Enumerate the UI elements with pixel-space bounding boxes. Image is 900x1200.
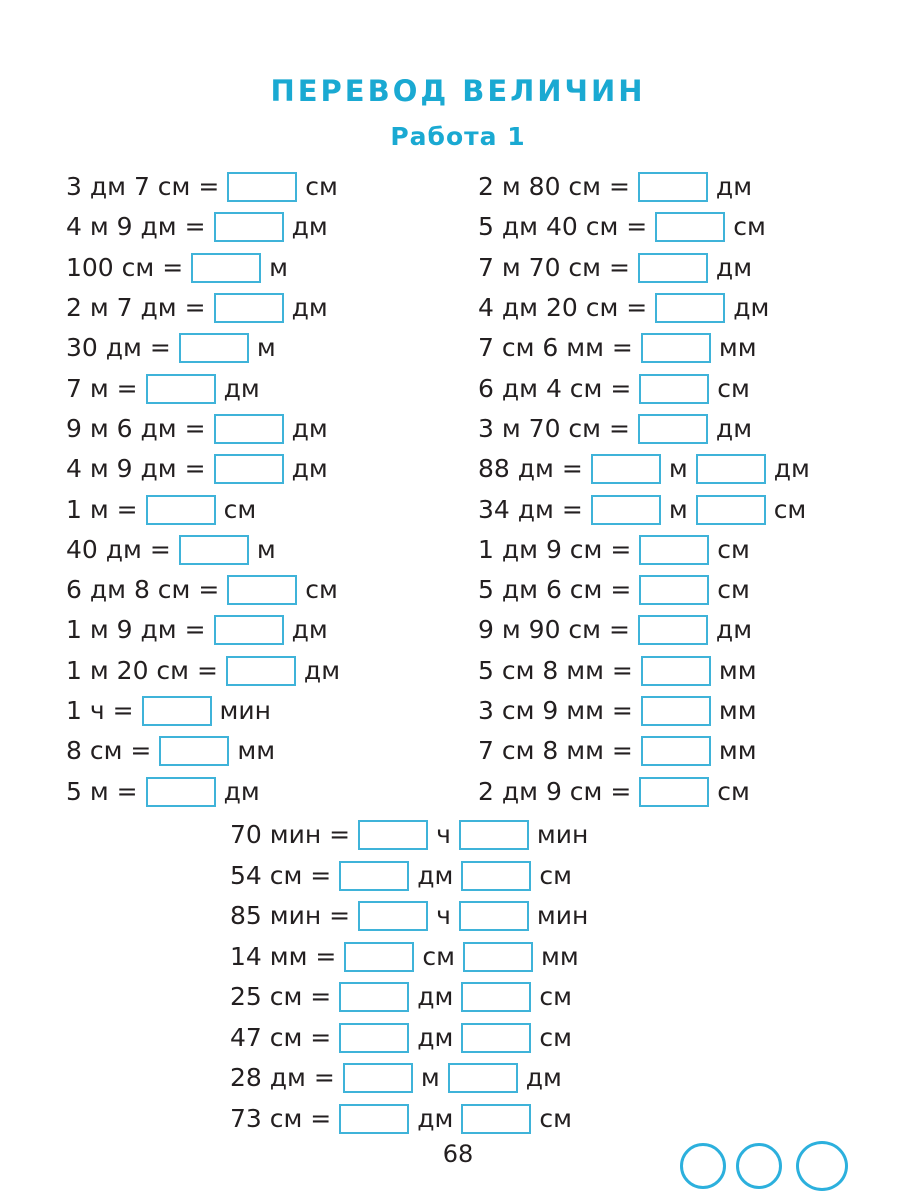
unit-label: дм (715, 172, 753, 202)
unit-label: см (717, 534, 750, 564)
exercise-row (230, 977, 710, 1018)
exercise-row (478, 489, 878, 529)
exercise-expression: 5 м = (66, 776, 138, 806)
answer-box[interactable] (461, 1023, 531, 1053)
answer-box[interactable] (459, 901, 529, 931)
unit-label: дм (223, 373, 260, 403)
answer-box[interactable] (146, 777, 216, 807)
decorative-circle (736, 1143, 782, 1189)
page-title: ПЕРЕВОД ВЕЛИЧИН (270, 74, 646, 108)
exercise-expression: 5 см 8 мм = (478, 655, 633, 685)
answer-box[interactable] (358, 901, 428, 931)
answer-box[interactable] (641, 736, 711, 766)
answer-box[interactable] (339, 861, 409, 891)
unit-label: мм (718, 696, 757, 725)
unit-label: дм (715, 615, 753, 645)
answer-box[interactable] (339, 1023, 409, 1053)
unit-label: м (668, 494, 688, 524)
exercise-row (478, 207, 878, 247)
unit-label: дм (715, 413, 753, 443)
unit-label: см (223, 494, 257, 524)
exercise-row (478, 368, 878, 408)
exercise-row (66, 328, 466, 368)
unit-label: дм (223, 776, 260, 806)
exercise-expression: 6 дм 4 см = (478, 373, 632, 403)
answer-box[interactable] (459, 820, 529, 850)
unit-label: дм (417, 1022, 454, 1052)
unit-label: мм (718, 736, 757, 766)
exercise-row (478, 731, 878, 771)
answer-box[interactable] (227, 575, 297, 605)
exercise-expression: 2 дм 9 см = (478, 776, 632, 806)
unit-label: дм (733, 293, 770, 323)
unit-label: м (668, 454, 688, 484)
center-exercise-column (230, 815, 710, 1139)
exercise-expression: 1 м = (66, 494, 138, 524)
answer-box[interactable] (159, 736, 229, 766)
answer-box[interactable] (214, 454, 284, 484)
answer-box[interactable] (638, 615, 708, 645)
exercise-expression: 1 м 20 см = (66, 655, 218, 685)
exercise-expression: 4 дм 20 см = (478, 293, 648, 323)
exercise-row (66, 248, 466, 288)
answer-box[interactable] (639, 374, 709, 404)
unit-label: см (717, 575, 750, 605)
unit-label: дм (417, 982, 454, 1012)
exercise-expression: 73 см = (230, 1103, 332, 1133)
answer-box[interactable] (214, 293, 284, 323)
answer-box[interactable] (638, 253, 708, 283)
answer-box[interactable] (227, 172, 297, 202)
unit-label: дм (715, 252, 753, 282)
exercise-expression: 9 м 6 дм = (66, 413, 206, 443)
answer-box[interactable] (146, 495, 216, 525)
exercise-expression: 1 м 9 дм = (66, 615, 206, 645)
unit-label: дм (417, 1103, 454, 1133)
answer-box[interactable] (696, 495, 766, 525)
exercise-row (478, 530, 878, 570)
unit-label: мм (718, 655, 757, 685)
exercise-expression: 28 дм = (230, 1063, 335, 1093)
unit-label: мин (536, 901, 589, 931)
answer-box[interactable] (461, 1104, 531, 1134)
answer-box[interactable] (179, 333, 249, 363)
unit-label: см (717, 373, 750, 403)
answer-box[interactable] (655, 293, 725, 323)
answer-box[interactable] (344, 942, 414, 972)
unit-label: м (269, 252, 289, 282)
answer-box[interactable] (358, 820, 428, 850)
unit-label: ч (436, 901, 451, 931)
exercise-expression: 2 м 7 дм = (66, 293, 206, 323)
unit-label: см (422, 941, 455, 971)
exercise-row (478, 570, 878, 610)
exercise-expression: 7 м = (66, 373, 138, 403)
exercise-expression: 7 м 70 см = (478, 252, 630, 282)
unit-label: мм (237, 736, 276, 766)
unit-label: дм (525, 1063, 562, 1093)
exercise-row (478, 691, 878, 731)
exercise-row (230, 937, 710, 978)
answer-box[interactable] (641, 333, 711, 363)
exercise-row (478, 610, 878, 650)
answer-box[interactable] (641, 696, 711, 726)
exercise-row (66, 651, 466, 691)
left-exercise-column (66, 167, 466, 812)
exercise-expression: 5 дм 40 см = (478, 212, 648, 242)
exercise-expression: 40 дм = (66, 534, 171, 564)
answer-box[interactable] (638, 172, 708, 202)
exercise-row (66, 368, 466, 408)
exercise-row (478, 771, 878, 811)
exercise-expression: 47 см = (230, 1022, 332, 1052)
answer-box[interactable] (343, 1063, 413, 1093)
answer-box[interactable] (214, 212, 284, 242)
unit-label: см (773, 494, 807, 524)
exercise-expression: 7 см 8 мм = (478, 736, 633, 766)
exercise-row (478, 449, 878, 489)
answer-box[interactable] (461, 861, 531, 891)
exercise-expression: 25 см = (230, 982, 332, 1012)
answer-box[interactable] (146, 374, 216, 404)
exercise-row (66, 610, 466, 650)
exercise-expression: 30 дм = (66, 333, 171, 363)
unit-label: см (305, 575, 338, 605)
answer-box[interactable] (463, 942, 533, 972)
exercise-expression: 1 ч = (66, 696, 134, 725)
exercise-row (230, 896, 710, 937)
unit-label: дм (417, 860, 454, 890)
answer-box[interactable] (591, 495, 661, 525)
exercise-row (230, 1099, 710, 1140)
answer-box[interactable] (655, 212, 725, 242)
unit-label: дм (291, 293, 328, 323)
answer-box[interactable] (641, 656, 711, 686)
exercise-row (66, 691, 466, 731)
exercise-row (66, 449, 466, 489)
exercise-row (230, 815, 710, 856)
exercise-row (66, 207, 466, 247)
exercise-expression: 2 м 80 см = (478, 172, 630, 202)
answer-box[interactable] (591, 454, 661, 484)
unit-label: мин (219, 696, 271, 725)
unit-label: мм (718, 333, 757, 363)
answer-box[interactable] (339, 1104, 409, 1134)
answer-box[interactable] (226, 656, 296, 686)
decorative-circle (796, 1141, 848, 1191)
answer-box[interactable] (639, 535, 709, 565)
unit-label: см (539, 982, 573, 1012)
exercise-expression: 1 дм 9 см = (478, 534, 632, 564)
exercise-row (478, 651, 878, 691)
unit-label: см (733, 212, 766, 242)
exercise-expression: 3 м 70 см = (478, 413, 630, 443)
answer-box[interactable] (191, 253, 261, 283)
exercise-expression: 85 мин = (230, 901, 351, 931)
exercise-expression: 3 дм 7 см = (66, 172, 220, 202)
unit-label: м (420, 1063, 440, 1093)
exercise-row (66, 409, 466, 449)
exercise-row (66, 731, 466, 771)
answer-box[interactable] (638, 414, 708, 444)
unit-label: дм (291, 212, 328, 242)
answer-box[interactable] (179, 535, 249, 565)
unit-label: мин (536, 820, 589, 850)
unit-label: ч (436, 820, 451, 850)
decorative-circle (680, 1143, 726, 1189)
page-number: 68 (442, 1140, 474, 1168)
unit-label: см (539, 1103, 573, 1133)
exercise-expression: 4 м 9 дм = (66, 454, 206, 484)
answer-box[interactable] (142, 696, 212, 726)
exercise-row (66, 489, 466, 529)
answer-box[interactable] (639, 575, 709, 605)
exercise-row (230, 856, 710, 897)
exercise-expression: 88 дм = (478, 454, 583, 484)
unit-label: дм (291, 615, 328, 645)
unit-label: м (256, 534, 276, 564)
answer-box[interactable] (461, 982, 531, 1012)
answer-box[interactable] (448, 1063, 518, 1093)
exercise-row (478, 248, 878, 288)
right-exercise-column (478, 167, 878, 812)
page-subtitle: Работа 1 (390, 122, 526, 151)
exercise-row (478, 288, 878, 328)
exercise-row (230, 1058, 710, 1099)
unit-label: дм (773, 454, 810, 484)
exercise-expression: 54 см = (230, 860, 332, 890)
unit-label: дм (291, 454, 328, 484)
unit-label: см (539, 860, 573, 890)
exercise-expression: 8 см = (66, 736, 152, 766)
answer-box[interactable] (214, 414, 284, 444)
unit-label: м (256, 333, 276, 363)
exercise-row (478, 167, 878, 207)
exercise-expression: 4 м 9 дм = (66, 212, 206, 242)
exercise-row (478, 328, 878, 368)
exercise-row (66, 167, 466, 207)
answer-box[interactable] (639, 777, 709, 807)
answer-box[interactable] (339, 982, 409, 1012)
exercise-expression: 9 м 90 см = (478, 615, 630, 645)
answer-box[interactable] (696, 454, 766, 484)
exercise-row (478, 409, 878, 449)
exercise-row (230, 1018, 710, 1059)
exercise-expression: 7 см 6 мм = (478, 333, 633, 363)
unit-label: дм (291, 413, 328, 443)
exercise-expression: 3 см 9 мм = (478, 696, 633, 725)
exercise-expression: 70 мин = (230, 820, 351, 850)
unit-label: см (305, 172, 338, 202)
exercise-expression: 100 см = (66, 252, 184, 282)
unit-label: см (539, 1022, 573, 1052)
exercise-row (66, 288, 466, 328)
exercise-expression: 5 дм 6 см = (478, 575, 632, 605)
exercise-expression: 14 мм = (230, 941, 337, 971)
exercise-expression: 34 дм = (478, 494, 583, 524)
exercise-expression: 6 дм 8 см = (66, 575, 220, 605)
unit-label: дм (303, 655, 341, 685)
unit-label: см (717, 776, 750, 806)
unit-label: мм (540, 941, 579, 971)
exercise-row (66, 530, 466, 570)
exercise-row (66, 771, 466, 811)
answer-box[interactable] (214, 615, 284, 645)
exercise-row (66, 570, 466, 610)
